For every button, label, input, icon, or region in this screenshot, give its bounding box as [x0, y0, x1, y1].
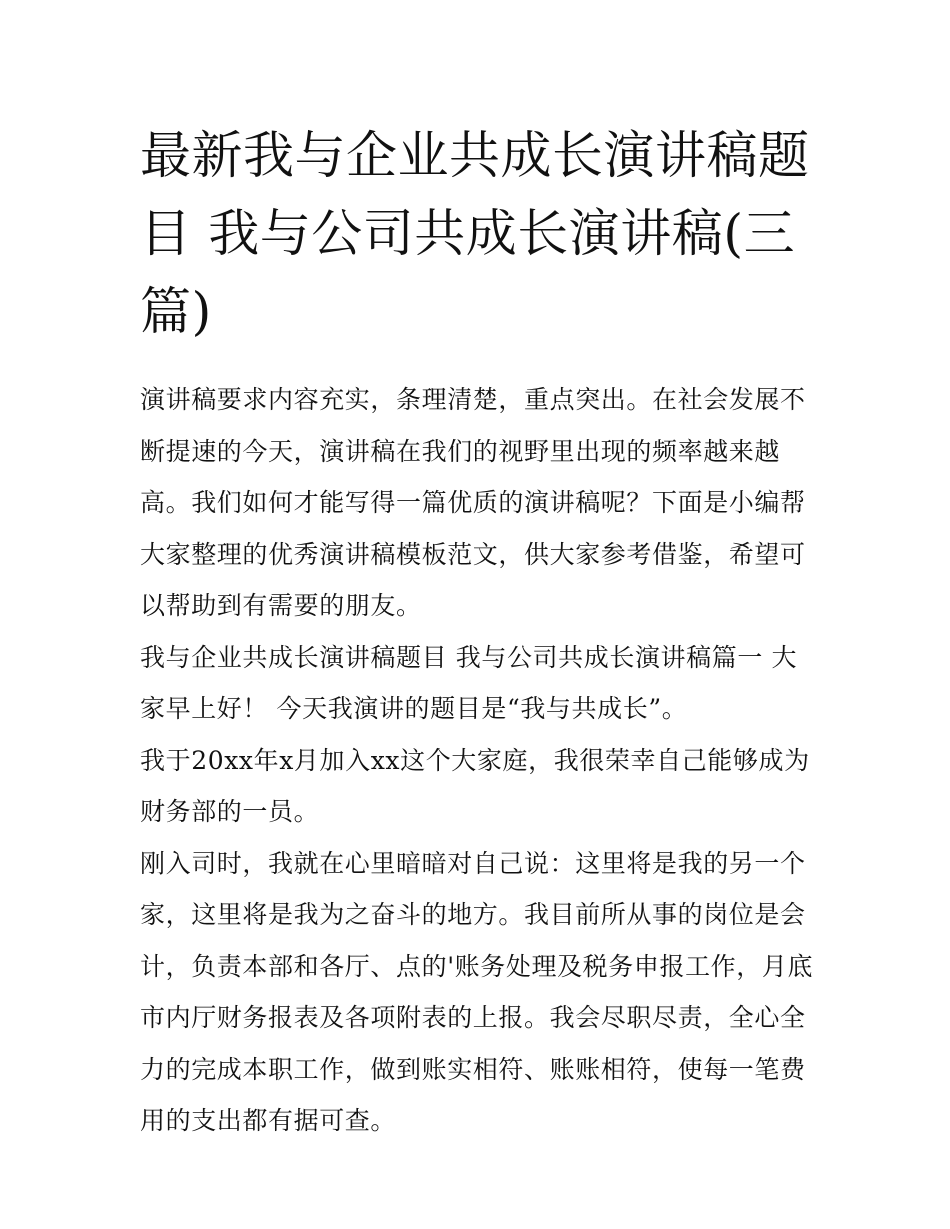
- document-body: [140, 374, 815, 1147]
- body-paragraph: 刚入司时，我就在心里暗暗对自己说：这里将是我的另一个家，这里将是我为之奋斗的地方。我目前所从事的岗位是会计，负责本部和各厅、点的'账务处理及税务申报工作，月底市内厅财务报表及各项附表的上报。我会尽职尽责，全心全力的完成本职工作，做到账实相符、账账相符，使每一笔费用的支出都有据可查。: [140, 848, 814, 1135]
- section-heading-paragraph: 我与企业共成长演讲稿题目 我与公司共成长演讲稿篇一 大家早上好！ 今天我演讲的题目是“我与共成长”。: [140, 642, 798, 723]
- intro-paragraph: 演讲稿要求内容充实，条理清楚，重点突出。在社会发展不断提速的今天，演讲稿在我们的视野里出现的频率越来越高。我们如何才能写得一篇优质的演讲稿呢？下面是小编帮大家整理的优秀演讲稿模板范文，供大家参考借鉴，希望可以帮助到有需要的朋友。: [140, 385, 806, 620]
- document-page: [140, 118, 815, 1147]
- body-paragraph: 我于20xx年x月加入xx这个大家庭，我很荣幸自己能够成为财务部的一员。: [140, 745, 810, 826]
- document-title: 最新我与企业共成长演讲稿题目 我与公司共成长演讲稿(三篇): [140, 127, 810, 342]
